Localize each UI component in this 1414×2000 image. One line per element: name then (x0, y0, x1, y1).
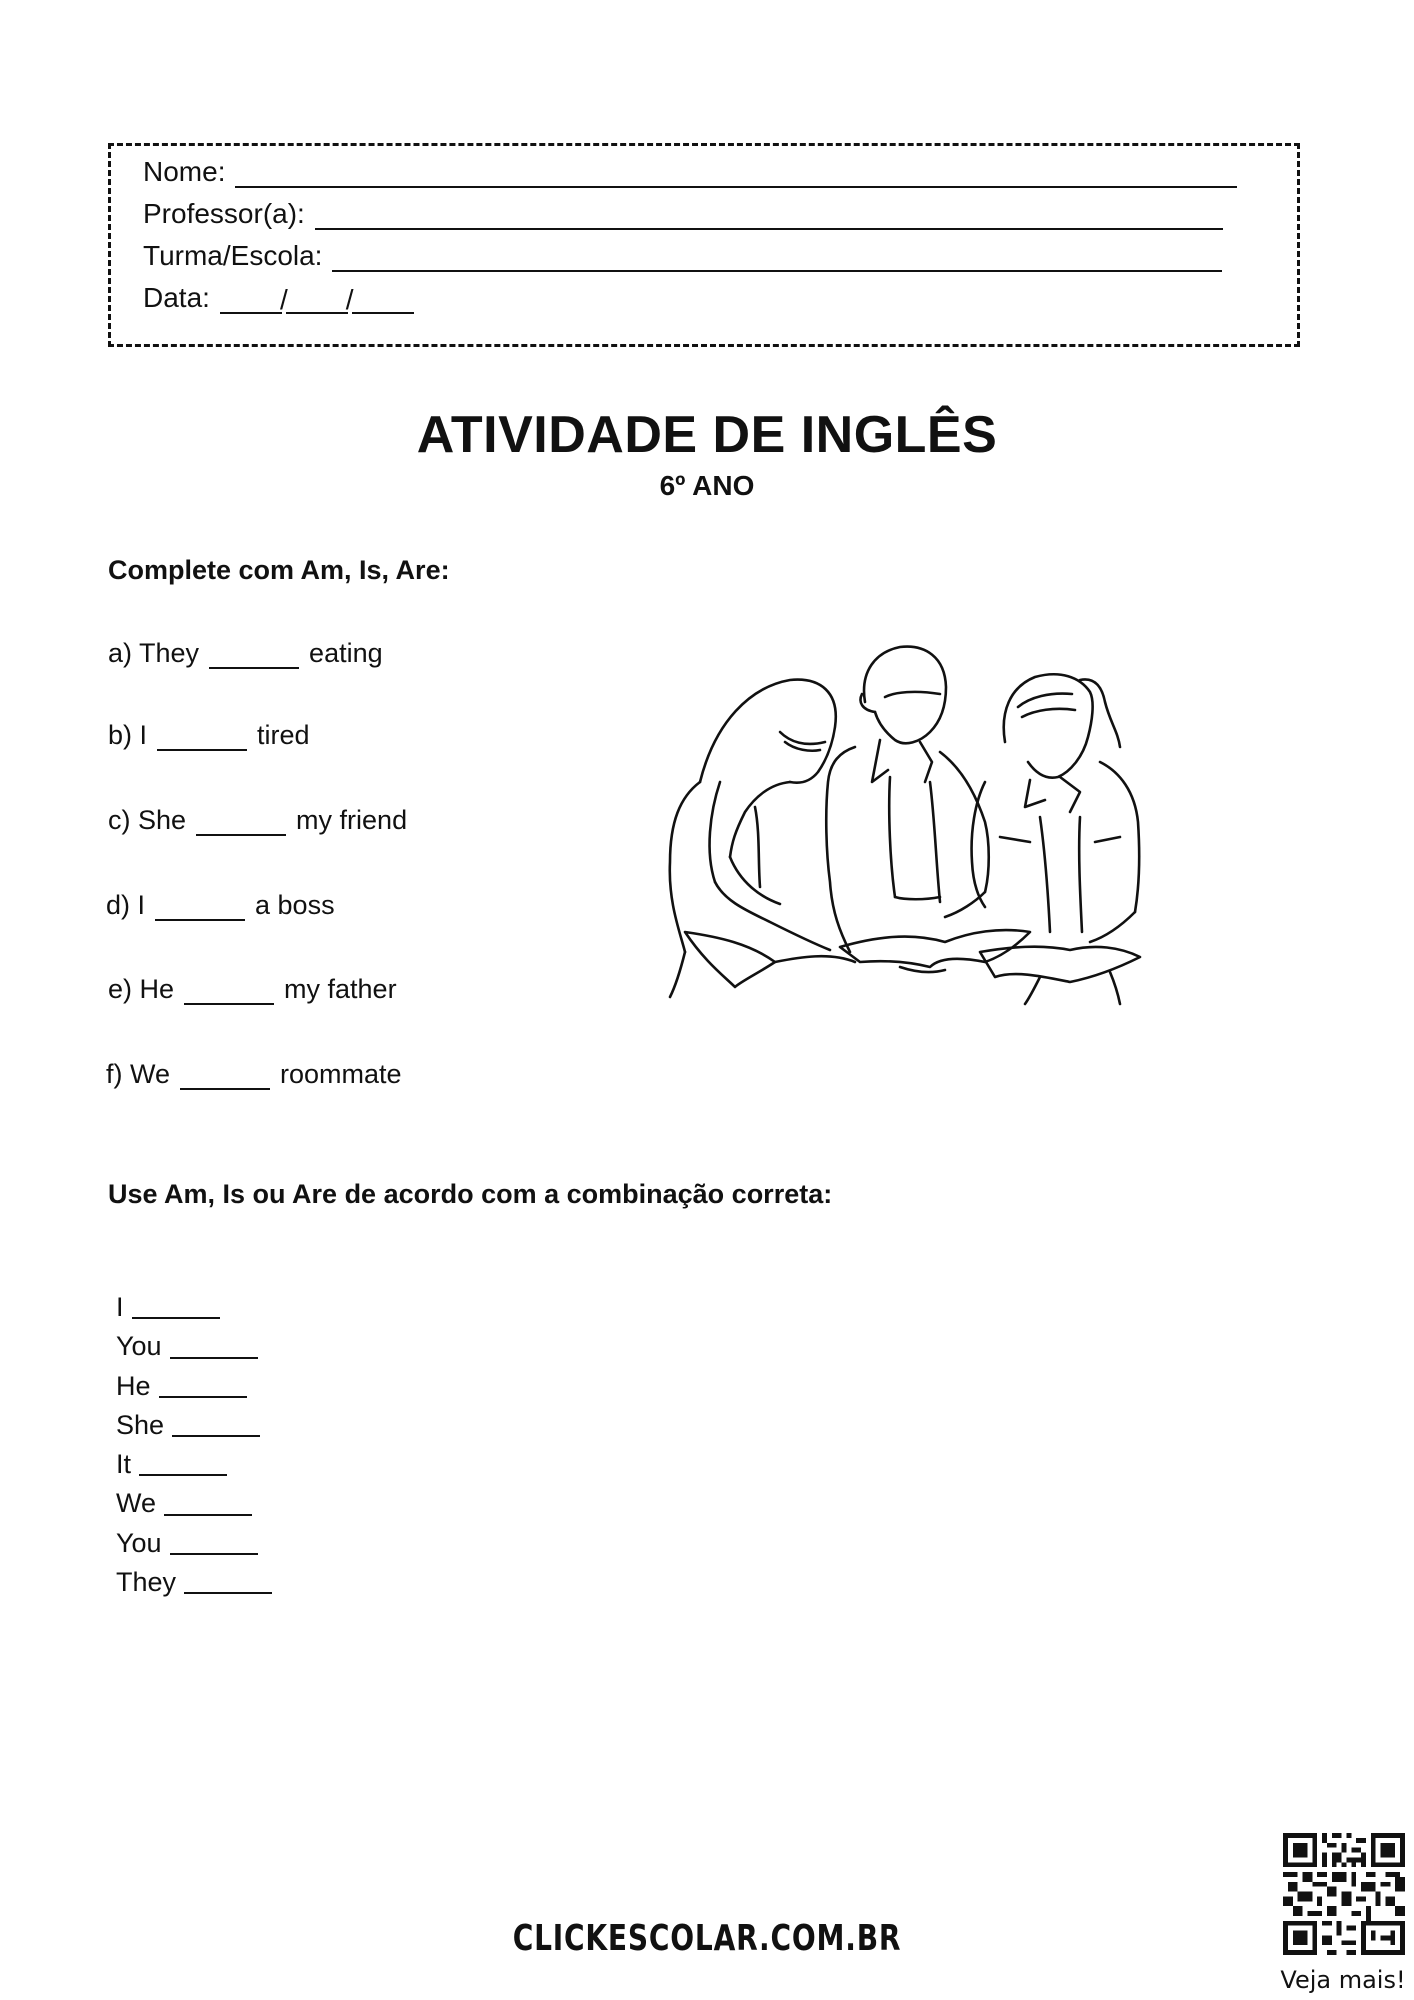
item-prefix: a) They (108, 638, 200, 668)
name-field-row (143, 156, 1237, 188)
answer-blank[interactable] (159, 1372, 247, 1398)
exercise-item-a (108, 638, 383, 669)
date-separator: / (279, 284, 288, 315)
item-suffix: tired (257, 720, 310, 750)
brand-link[interactable]: CLICKESCOLAR.COM.BR (512, 1918, 902, 1959)
answer-blank[interactable] (170, 1529, 258, 1555)
item-suffix: roommate (280, 1059, 402, 1089)
answer-blank[interactable] (164, 1490, 252, 1516)
pronoun-row (116, 1367, 272, 1406)
answer-blank[interactable] (155, 897, 245, 921)
item-prefix: c) She (108, 805, 187, 835)
grade-subtitle: 6º ANO (659, 470, 755, 501)
pronoun-row (116, 1563, 272, 1602)
qr-caption: Veja mais! (1280, 1966, 1406, 1994)
pronoun-row (116, 1524, 272, 1563)
pronoun-label: You (116, 1331, 162, 1362)
qr-code-icon[interactable] (1283, 1833, 1405, 1955)
students-reading-illustration (640, 632, 1150, 1007)
answer-blank[interactable] (184, 1568, 272, 1594)
answer-blank[interactable] (184, 981, 274, 1005)
pronoun-label: I (116, 1292, 124, 1322)
answer-blank[interactable] (209, 645, 299, 669)
name-label: Nome: (143, 156, 226, 187)
pronoun-label: She (116, 1409, 165, 1440)
date-month-line[interactable] (286, 286, 348, 314)
section2-heading: Use Am, Is ou Are de acordo com a combinação correta: (108, 1179, 833, 1209)
pronoun-row (116, 1327, 272, 1366)
item-prefix: d) I (106, 890, 146, 920)
date-input[interactable] (220, 286, 414, 314)
pronoun-label: He (116, 1370, 151, 1401)
teacher-label: Professor(a): (143, 198, 305, 229)
item-prefix: b) I (108, 720, 148, 750)
date-label: Data: (143, 282, 210, 313)
pronoun-label: We (116, 1488, 157, 1519)
exercise-item-b (108, 720, 310, 751)
pronoun-label: They (116, 1567, 177, 1598)
teacher-input-line[interactable] (315, 202, 1223, 230)
pronoun-row (116, 1406, 272, 1445)
section1-heading: Complete com Am, Is, Are: (108, 555, 450, 585)
answer-blank[interactable] (180, 1066, 270, 1090)
page-title: ATIVIDADE DE INGLÊS (416, 406, 998, 464)
teacher-field-row (143, 198, 1223, 230)
item-prefix: e) He (108, 974, 175, 1004)
date-field-row (143, 282, 414, 314)
pronoun-label: It (116, 1449, 132, 1480)
class-school-field-row (143, 240, 1222, 272)
pronoun-row (116, 1288, 272, 1327)
pronoun-label: You (116, 1527, 162, 1558)
answer-blank[interactable] (157, 727, 247, 751)
answer-blank[interactable] (170, 1333, 258, 1359)
exercise-item-c (108, 805, 407, 836)
pronoun-row (116, 1484, 272, 1523)
item-suffix: eating (309, 638, 383, 668)
answer-blank[interactable] (172, 1411, 260, 1437)
student-info-box (108, 143, 1300, 347)
class-school-label: Turma/Escola: (143, 240, 323, 271)
pronoun-list (116, 1288, 272, 1602)
class-school-input-line[interactable] (332, 244, 1222, 272)
date-day-line[interactable] (220, 286, 282, 314)
answer-blank[interactable] (139, 1450, 227, 1476)
name-input-line[interactable] (235, 160, 1237, 188)
item-suffix: my friend (296, 805, 408, 835)
item-prefix: f) We (106, 1059, 171, 1089)
date-separator: / (345, 284, 354, 315)
exercise-item-d (106, 890, 335, 921)
exercise-item-e (108, 974, 397, 1005)
item-suffix: a boss (255, 890, 335, 920)
answer-blank[interactable] (132, 1293, 220, 1319)
pronoun-row (116, 1445, 272, 1484)
exercise-item-f (106, 1059, 402, 1090)
date-year-line[interactable] (352, 286, 414, 314)
answer-blank[interactable] (196, 812, 286, 836)
item-suffix: my father (284, 974, 397, 1004)
